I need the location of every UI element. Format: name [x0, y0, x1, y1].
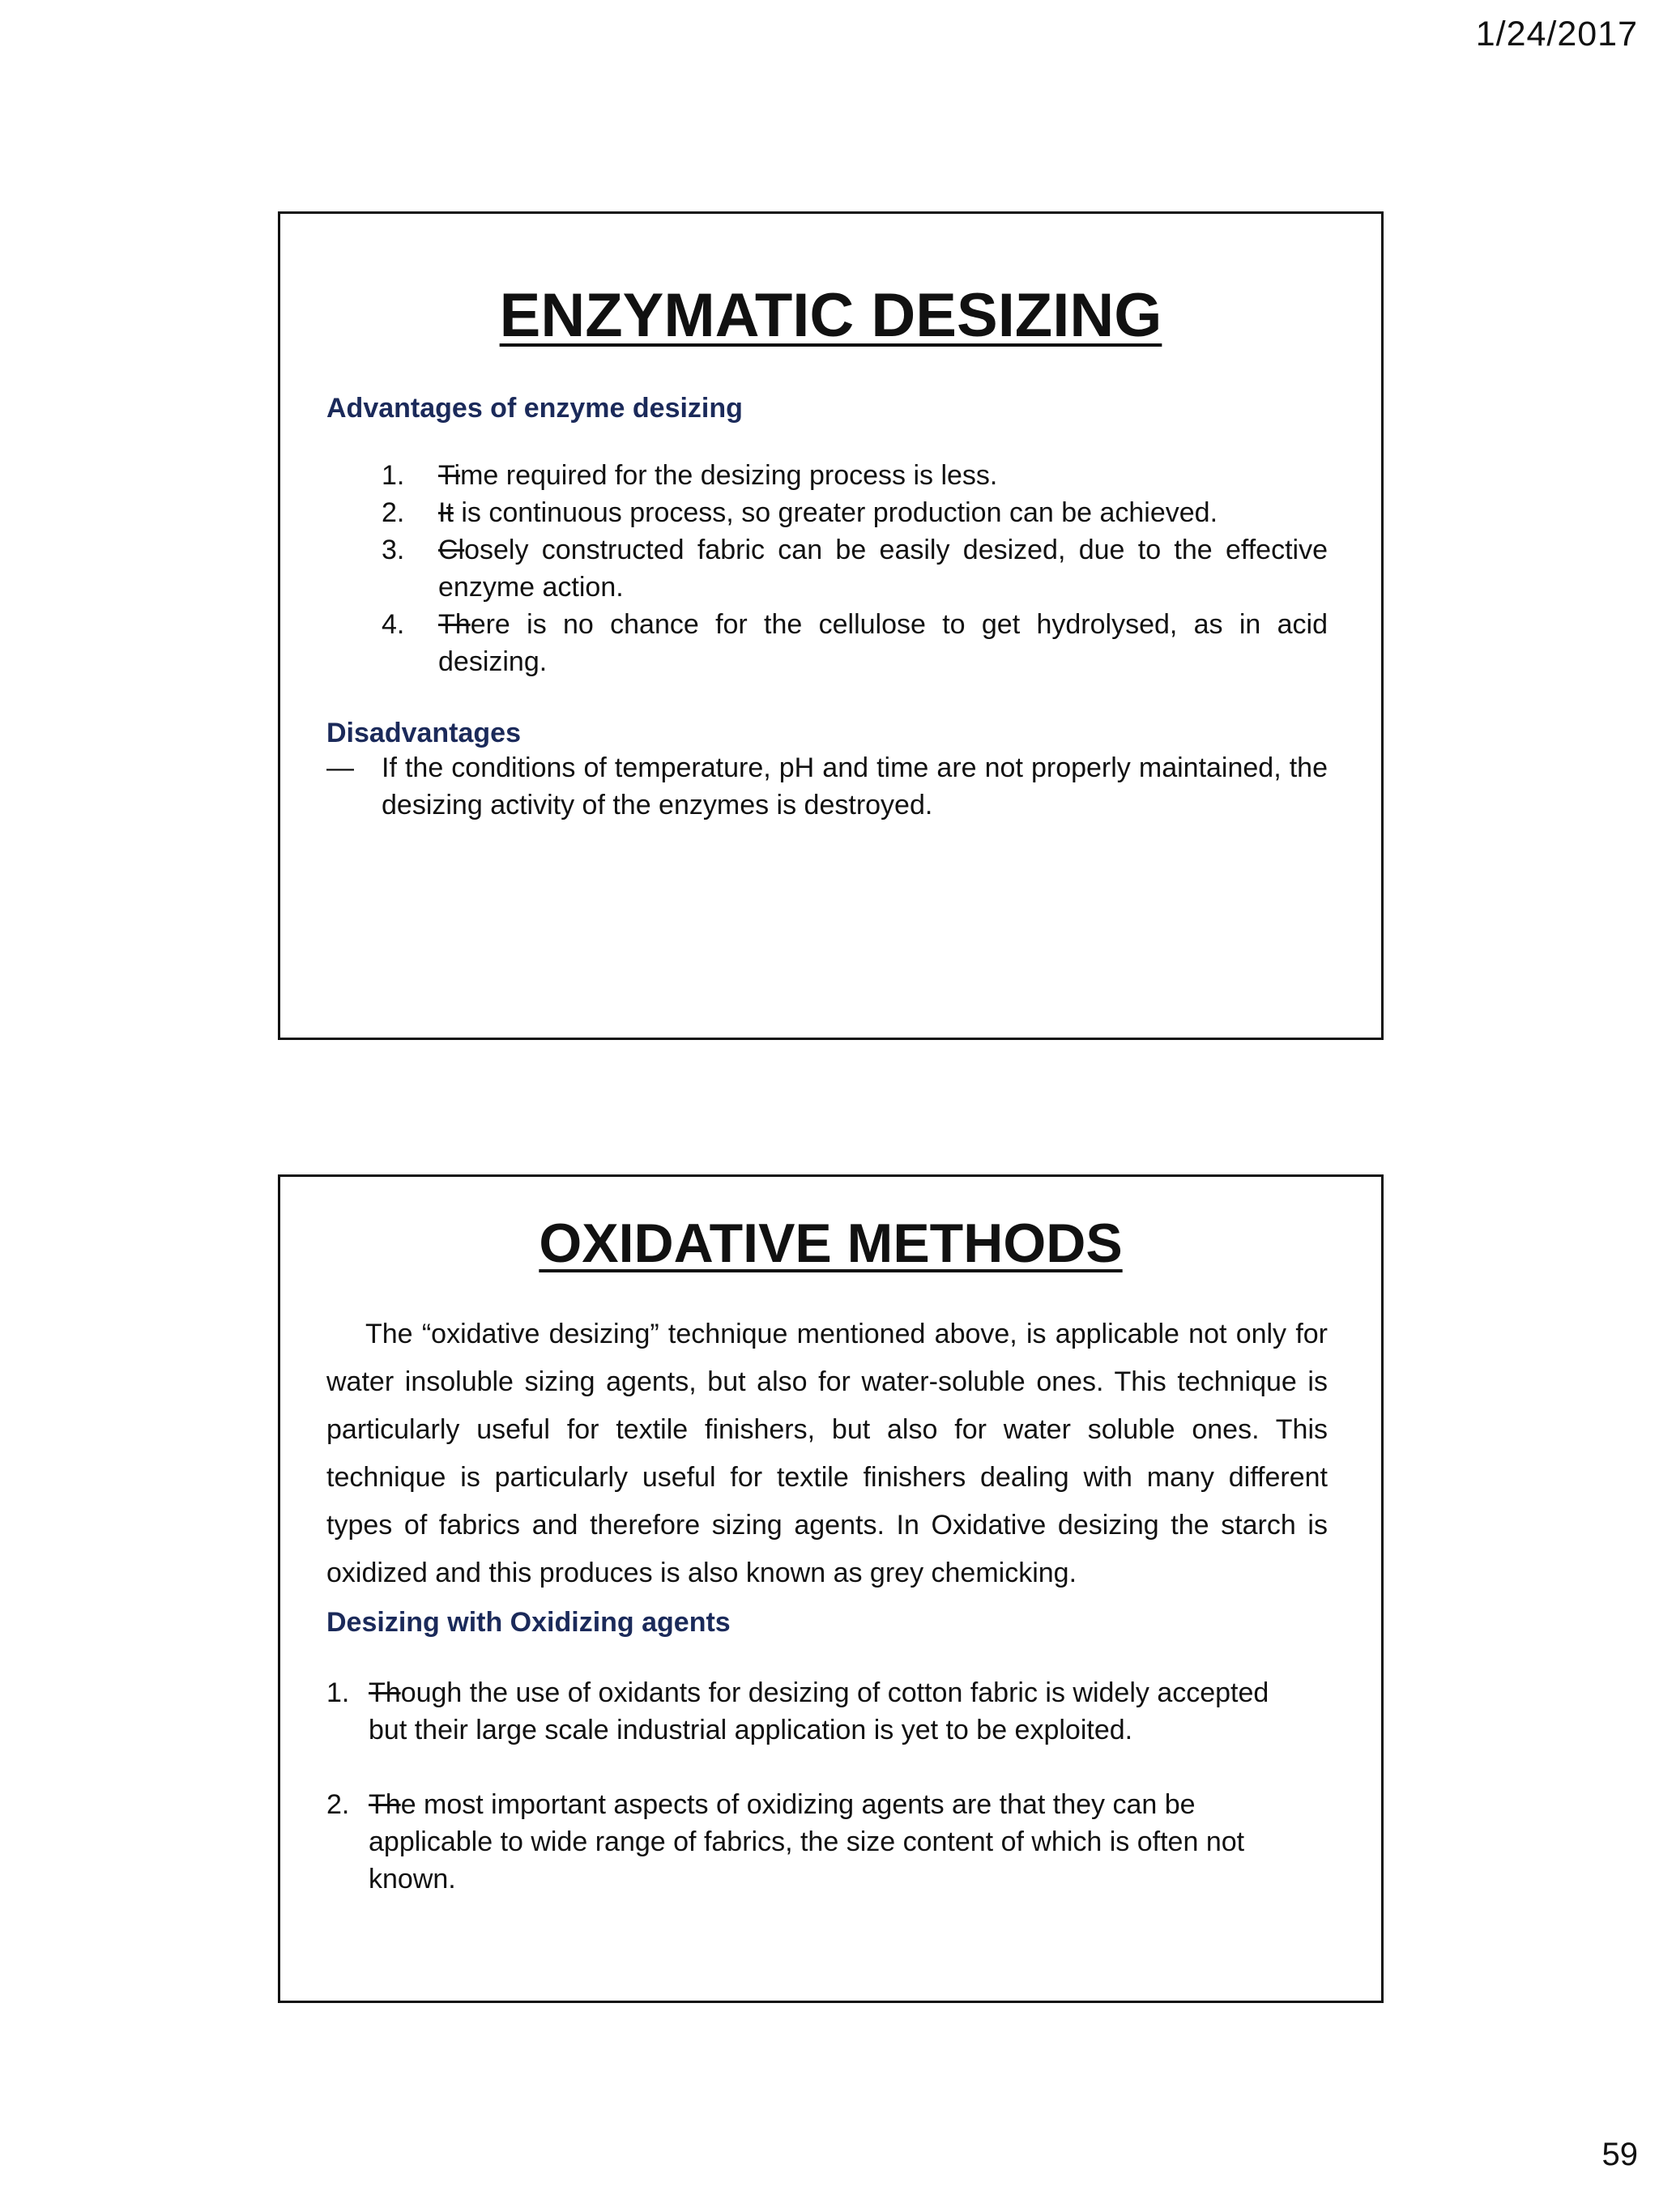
list-text: [369, 1786, 1295, 1898]
list-item: [382, 606, 1328, 680]
list-number: 1.: [382, 460, 405, 491]
intro-paragraph: The “oxidative desizing” technique mentioned above, is applicable not only for water insoluble sizing agents, but also for water-soluble ones. This technique is particularly useful for textile finishers, but also for water soluble ones. This technique is particularly useful for textile finishers dealing with many different types of fabrics and therefore sizing agents. In Oxidative desizing the starch is oxidized and this produces is also known as grey chemicking.: [326, 1319, 1328, 1588]
list-number: 2.: [326, 1789, 350, 1820]
item-text: e most important aspects of oxidizing agents are that they can be applicable to wide range of fabrics, the size content of which is often not known.: [369, 1789, 1245, 1894]
list-item: [382, 494, 1328, 531]
slide-title: ENZYMATIC DESIZING: [499, 281, 1162, 350]
item-text: ere is no chance for the cellulose to get hydrolysed, as in acid desizing.: [438, 609, 1328, 677]
list-item: [326, 1786, 1295, 1898]
slide-title: OXIDATIVE METHODS: [539, 1213, 1123, 1274]
item-text: osely constructed fabric can be easily desized, due to the effective enzyme action.: [438, 535, 1328, 603]
list-text: [438, 606, 1328, 680]
page-date: 1/24/2017: [1475, 15, 1638, 53]
advantages-heading: Advantages of enzyme desizing: [326, 393, 743, 424]
page-number: 59: [1601, 2137, 1638, 2172]
list-item: [382, 457, 1328, 494]
item-text: me required for the desizing process is less.: [460, 460, 998, 491]
list-item: [326, 1674, 1295, 1749]
struck-text: It: [438, 497, 454, 528]
list-text: [438, 457, 1328, 494]
list-text: [438, 531, 1328, 606]
struck-text: Cl: [438, 535, 465, 565]
slide-oxidative-methods: [278, 1174, 1384, 2003]
list-number: 3.: [382, 535, 405, 565]
disadvantage-item: [326, 749, 1328, 824]
disadvantage-text: If the conditions of temperature, pH and time are not properly maintained, the desizing activity of the enzymes is destroyed.: [382, 752, 1328, 820]
dash-bullet: —: [326, 752, 354, 783]
item-text: ough the use of oxidants for desizing of cotton fabric is widely accepted but their large scale industrial application is yet to be exploited.: [369, 1677, 1269, 1745]
slide-body: [280, 1311, 1381, 1898]
oxidizing-agents-heading: Desizing with Oxidizing agents: [326, 1607, 731, 1638]
list-item: [382, 531, 1328, 606]
struck-text: Th: [369, 1789, 401, 1820]
item-text: is continuous process, so greater production can be achieved.: [453, 497, 1218, 528]
disadvantages-heading: Disadvantages: [326, 718, 521, 748]
slide-body: [280, 393, 1381, 824]
struck-text: Th: [369, 1677, 401, 1708]
list-text: [369, 1674, 1295, 1749]
list-number: 1.: [326, 1677, 350, 1708]
list-number: 2.: [382, 497, 405, 528]
oxidizing-agents-list: [326, 1674, 1328, 1898]
list-number: 4.: [382, 609, 405, 640]
list-text: [438, 494, 1328, 531]
advantages-list: [326, 457, 1328, 680]
struck-text: Ti: [438, 460, 461, 491]
slide-enzymatic-desizing: [278, 211, 1384, 1040]
struck-text: Th: [438, 609, 471, 640]
